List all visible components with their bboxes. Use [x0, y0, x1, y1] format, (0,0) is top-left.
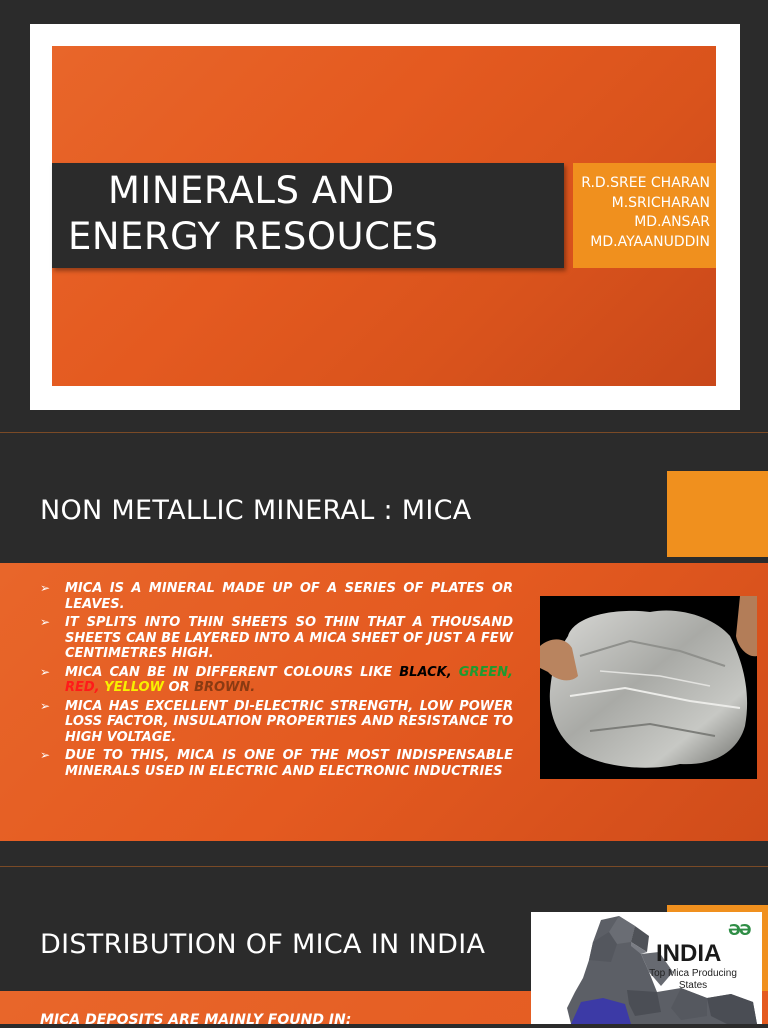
author-name: M.SRICHARAN: [611, 194, 710, 211]
title-line-1: MINERALS AND: [108, 169, 395, 212]
map-title: INDIA: [656, 940, 722, 967]
slide-3-subtitle: MICA DEPOSITS ARE MAINLY FOUND IN:: [40, 1012, 352, 1028]
colour-green: GREEN,: [458, 664, 513, 680]
colour-brown: BROWN.: [194, 680, 256, 695]
logo-icon: ƏƏ: [728, 921, 750, 939]
colour-red: RED,: [65, 680, 100, 695]
author-name: R.D.SREE CHARAN: [581, 175, 710, 191]
list-item: ➢ DUE TO THIS, MICA IS ONE OF THE MOST INDISPENSABLE MINERALS USED IN ELECTRIC AND ELECTRONIC INDUCTRIES: [40, 748, 513, 779]
colour-yellow: YELLOW: [104, 680, 164, 695]
arrow-bullet-icon: ➢: [40, 664, 51, 679]
list-item: ➢ MICA IS A MINERAL MADE UP OF A SERIES OF PLATES OR LEAVES.: [40, 581, 513, 612]
arrow-bullet-icon: ➢: [40, 581, 51, 595]
list-item: ➢ IT SPLITS INTO THIN SHEETS SO THIN THAT A THOUSAND SHEETS CAN BE LAYERED INTO A MICA SHEET OF JUST A FEW CENTIMETRES HIGH.: [40, 615, 513, 661]
author-name: MD.ANSAR: [634, 214, 710, 230]
list-item: ➢ MICA CAN BE IN DIFFERENT COLOURS LIKE BLACK, GREEN, RED, YELLOW OR BROWN.: [40, 664, 513, 695]
authors-list: [556, 174, 710, 252]
title-line-2: ENERGY RESOUCES: [68, 215, 439, 258]
list-item: ➢ MICA HAS EXCELLENT DI-ELECTRIC STRENGTH, LOW POWER LOSS FACTOR, INSULATION PROPERTIES AND RESISTANCE TO HIGH VOLTAGE.: [40, 698, 513, 745]
arrow-bullet-icon: ➢: [40, 698, 51, 713]
slide-3-title: DISTRIBUTION OF MICA IN INDIA: [40, 929, 486, 960]
map-caption: Top Mica Producing States: [649, 968, 737, 991]
mica-rock-illustration: [540, 596, 757, 779]
colour-black: BLACK,: [399, 664, 452, 680]
mica-sample-photo: [540, 596, 757, 779]
arrow-bullet-icon: ➢: [40, 615, 51, 629]
slide-2-title: NON METALLIC MINERAL : MICA: [40, 495, 472, 526]
presentation-title: [68, 168, 558, 260]
slide-divider: [0, 432, 768, 433]
author-name: MD.AYAANUDDIN: [590, 233, 710, 250]
slide-divider: [0, 866, 768, 867]
arrow-bullet-icon: ➢: [40, 748, 51, 762]
mica-facts-list: [40, 581, 513, 782]
slide-2-accent-block: [667, 471, 768, 557]
